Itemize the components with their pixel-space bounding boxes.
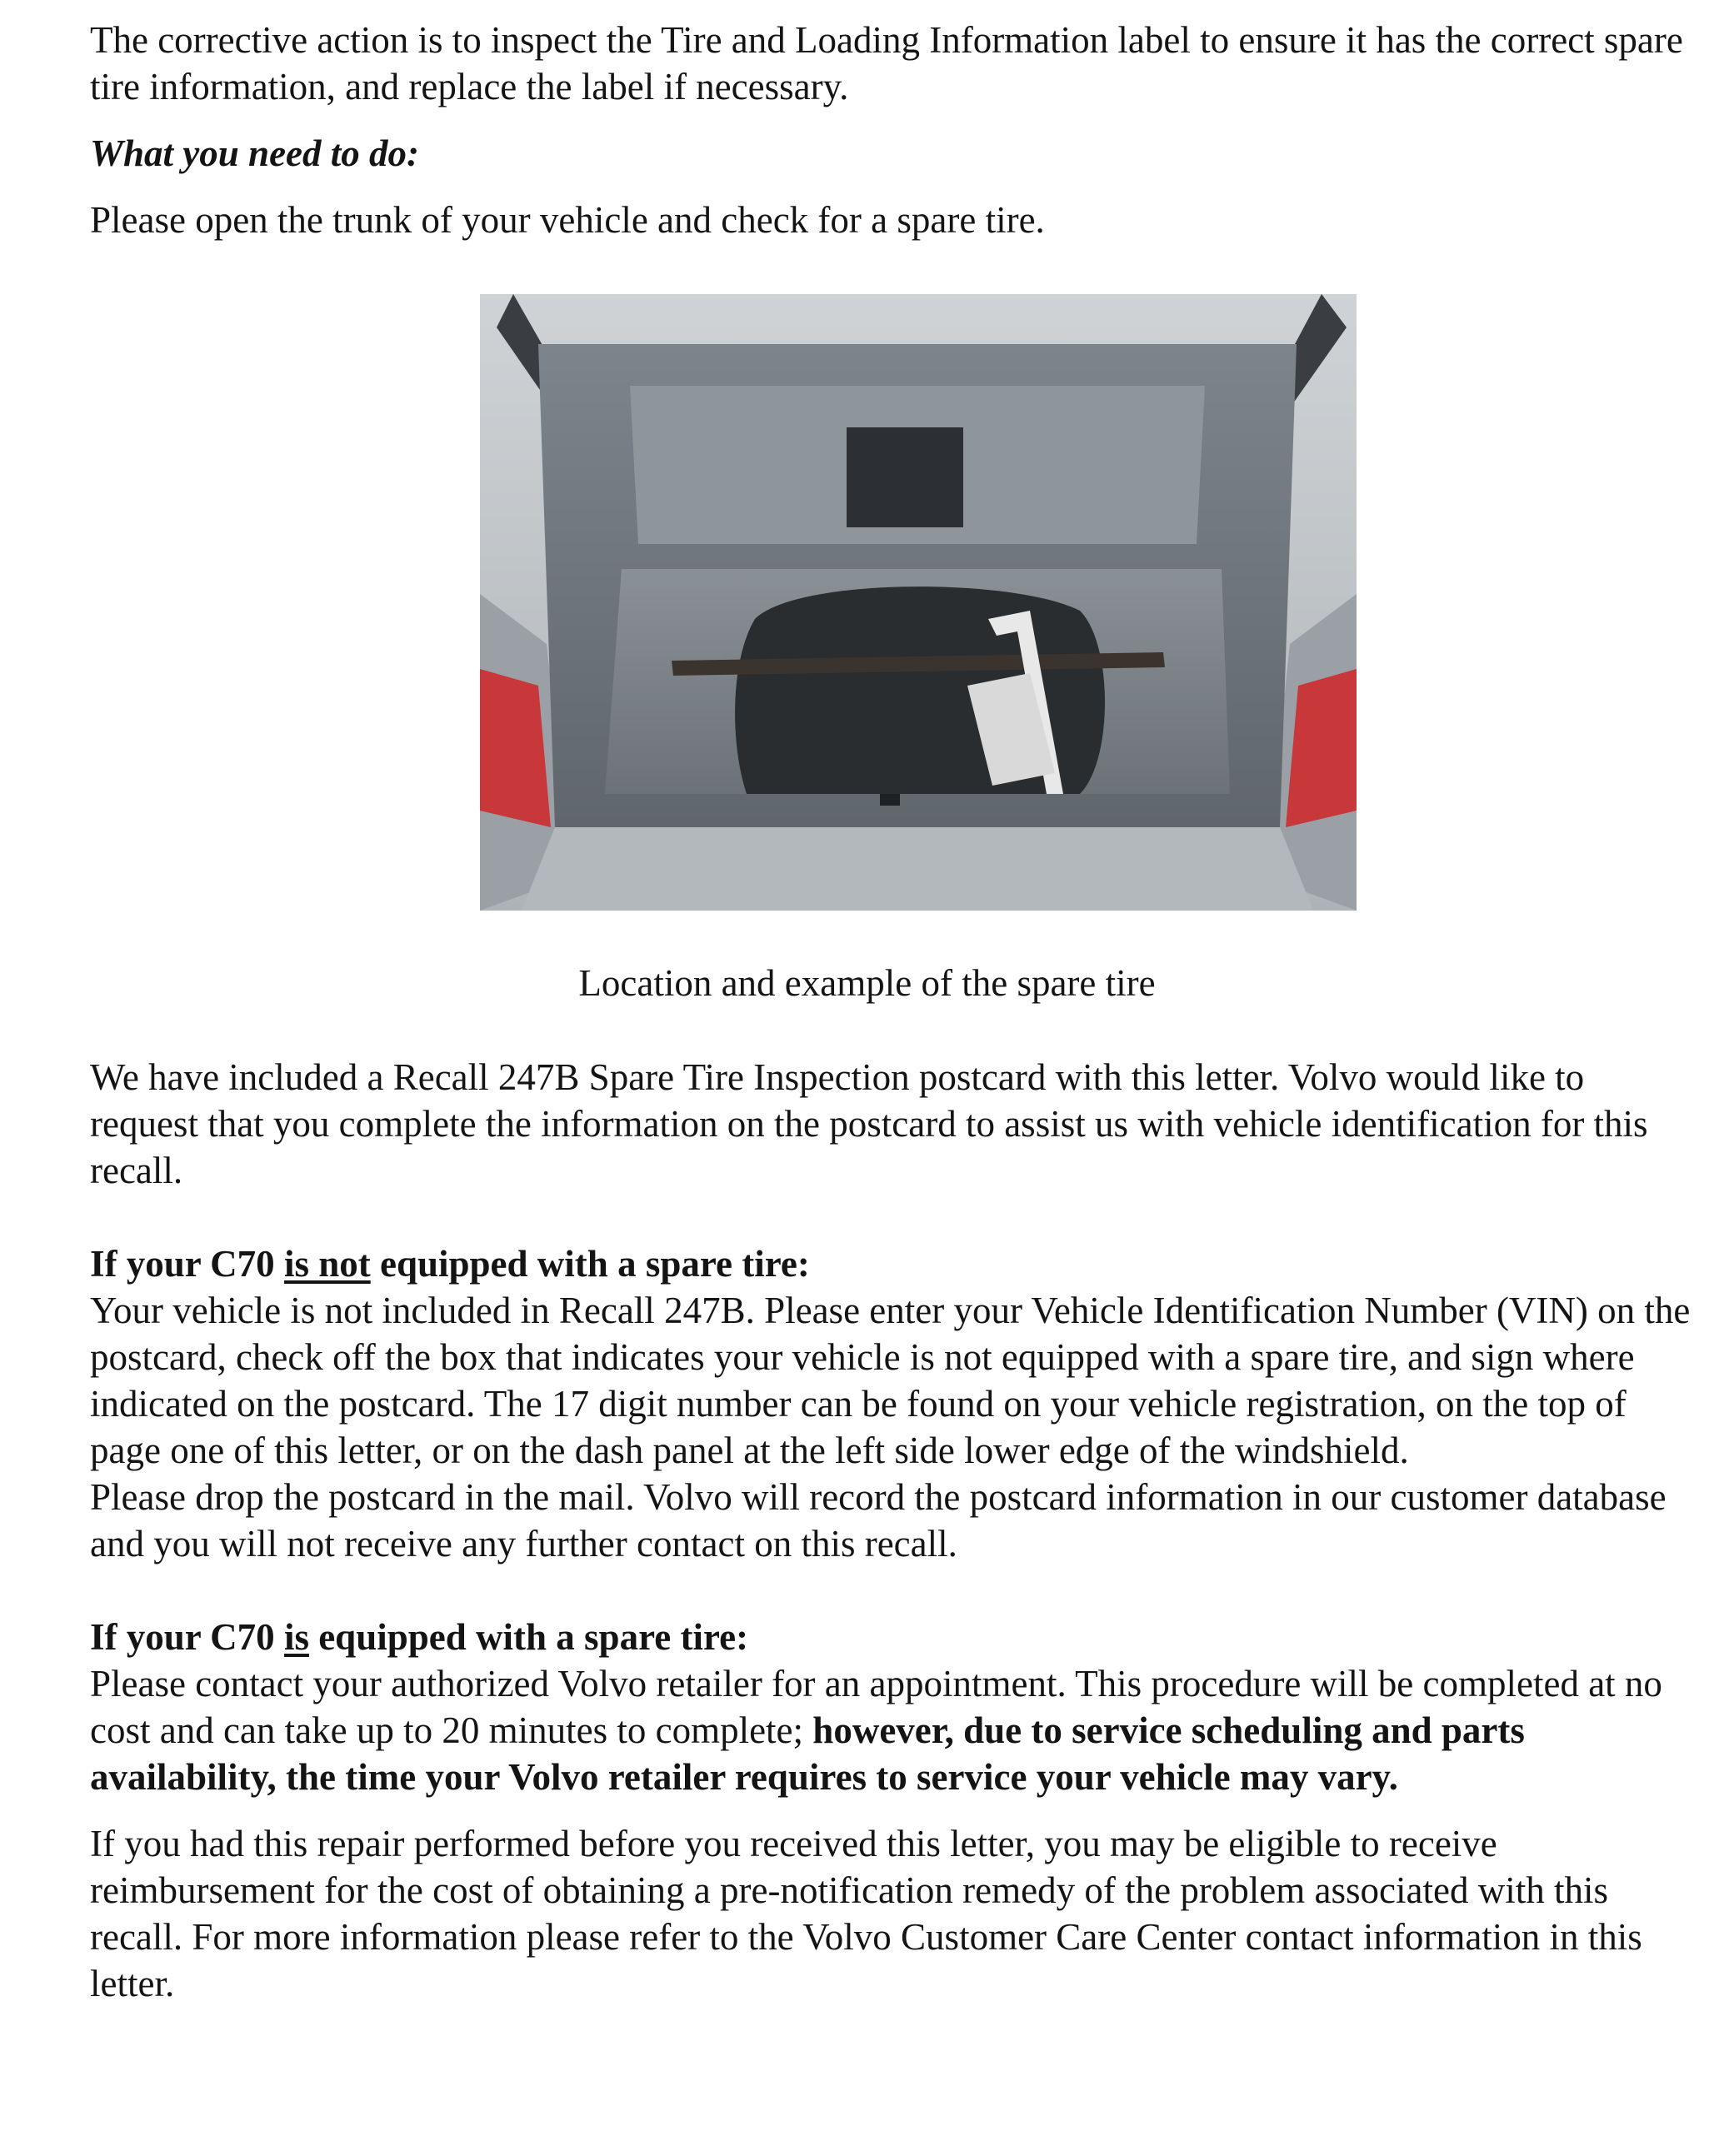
not-equipped-heading-emphasis: is not bbox=[283, 1243, 371, 1285]
not-equipped-heading bbox=[90, 1240, 1698, 1287]
equipped-heading-pre: If your C70 bbox=[90, 1616, 284, 1658]
trunk-illustration bbox=[480, 294, 1357, 911]
not-equipped-heading-post: equipped with a spare tire: bbox=[370, 1243, 810, 1285]
postcard-paragraph: We have included a Recall 247B Spare Tire Inspection postcard with this letter. Volvo would like to request that you complete the information on the postcard to assist us with vehicle identification for this recall. bbox=[90, 1056, 1648, 1191]
not-equipped-body-1: Your vehicle is not included in Recall 247B. Please enter your Vehicle Identification Number (VIN) on the postcard, check off the box that indicates your vehicle is not equipped with a spare tire, and sign where indicated on the postcard. The 17 digit number can be found on your vehicle registration, on the top of page one of this letter, or on the dash panel at the left side lower edge of the windshield. bbox=[90, 1290, 1691, 1471]
reimbursement-paragraph: If you had this repair performed before you received this letter, you may be eligible to receive reimbursement for the cost of obtaining a pre-notification remedy of the problem associated with this recall. For more information please refer to the Volvo Customer Care Center contact information in this letter. bbox=[90, 1823, 1642, 2004]
equipped-heading-post: equipped with a spare tire: bbox=[308, 1616, 749, 1658]
not-equipped-body-2: Please drop the postcard in the mail. Volvo will record the postcard information in our customer database and you will not receive any further contact on this recall. bbox=[90, 1476, 1667, 1565]
letter-body bbox=[90, 1054, 1698, 2007]
equipped-heading-emphasis: is bbox=[283, 1616, 309, 1658]
equipped-body-bold: however, due to service scheduling and parts availability, the time your Volvo retailer requires to service your vehicle may vary. bbox=[90, 1709, 1525, 1798]
equipped-body-plain: Please contact your authorized Volvo retailer for an appointment. This procedure will be completed at no cost and can take up to 20 minutes to complete; bbox=[90, 1663, 1662, 1751]
photo-caption: Location and example of the spare tire bbox=[578, 962, 1156, 1004]
corrective-action-paragraph: The corrective action is to inspect the Tire and Loading Information label to ensure it has the correct spare tire information, and replace the label if necessary. bbox=[90, 19, 1683, 107]
equipped-heading bbox=[90, 1614, 1698, 1660]
letter-top bbox=[90, 17, 1694, 243]
what-to-do-heading: What you need to do: bbox=[90, 132, 420, 174]
spare-tire-trunk-photo bbox=[480, 294, 1357, 911]
not-equipped-heading-pre: If your C70 bbox=[90, 1243, 284, 1285]
instruction-paragraph: Please open the trunk of your vehicle and check for a spare tire. bbox=[90, 199, 1045, 241]
equipped-body bbox=[90, 1660, 1698, 1800]
